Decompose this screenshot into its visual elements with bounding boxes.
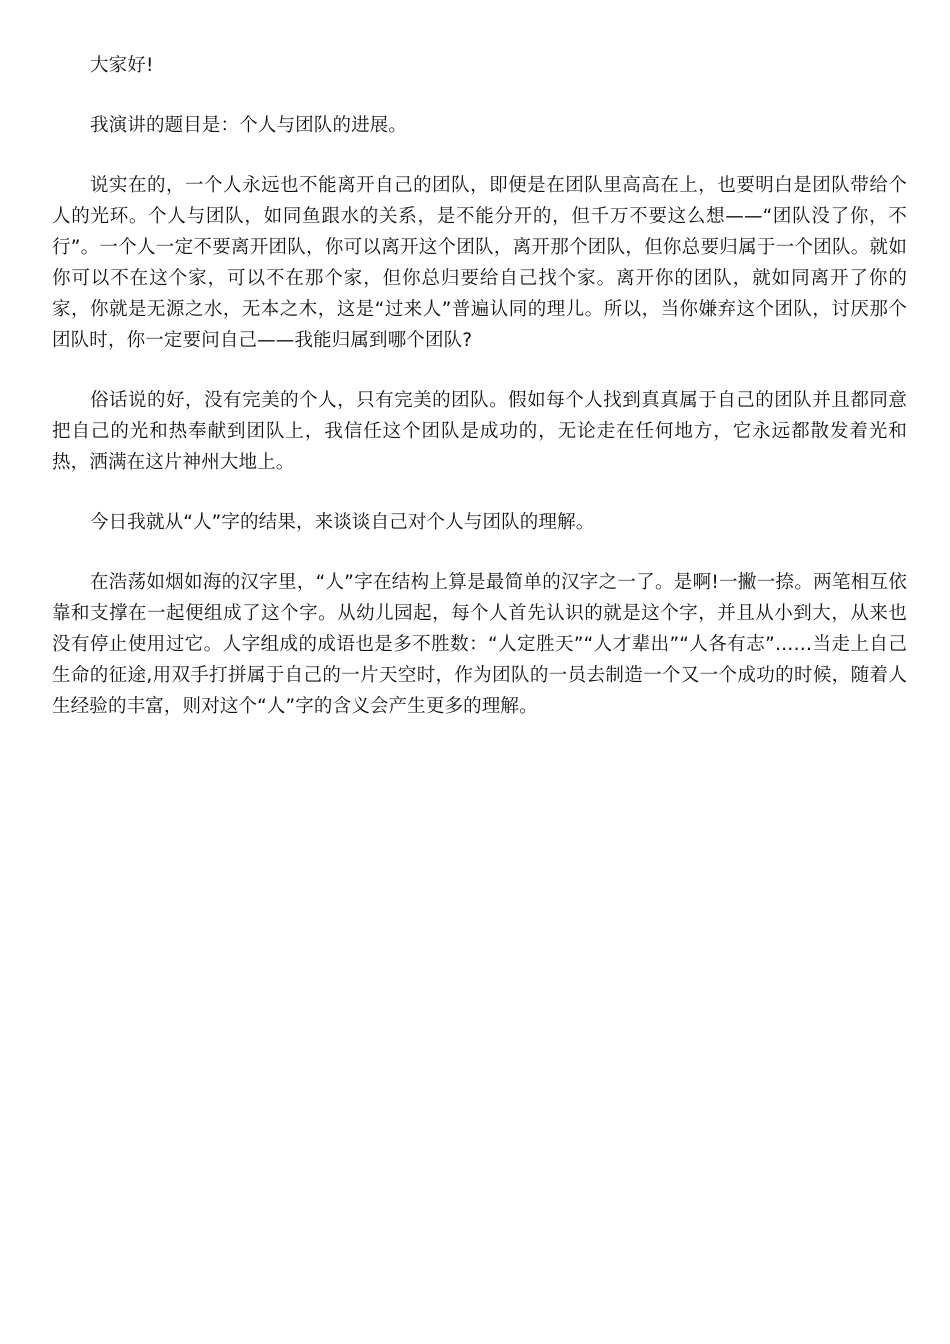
topic-paragraph: 我演讲的题目是：个人与团队的进展。 xyxy=(90,115,408,136)
document-body xyxy=(52,50,907,751)
body-paragraph-3: 今日我就从“人”字的结果，来谈谈自己对个人与团队的理解。 xyxy=(90,512,595,533)
body-paragraph-1: 说实在的，一个人永远也不能离开自己的团队，即便是在团队里高高在上，也要明白是团队带给个人的光环。个人与团队，如同鱼跟水的关系，是不能分开的，但千万不要这么想——“团队没了你，不行”。一个人一定不要离开团队，你可以离开这个团队，离开那个团队，但你总要归属于一个团队。就如你可以不在这个家，可以不在那个家，但你总归要给自己找个家。离开你的团队，就如同离开了你的家，你就是无源之水，无本之木，这是“过来人”普遍认同的理儿。所以，当你嫌弃这个团队，讨厌那个团队时，你一定要问自己——我能归属到哪个团队? xyxy=(52,175,907,351)
greeting-paragraph: 大家好! xyxy=(90,55,154,76)
body-paragraph-4: 在浩荡如烟如海的汉字里，“人”字在结构上算是最简单的汉字之一了。是啊!一撇一捺。两笔相互依靠和支撑在一起便组成了这个字。从幼儿园起，每个人首先认识的就是这个字，并且从小到大，从来也没有停止使用过它。人字组成的成语也是多不胜数：“人定胜天”“人才辈出”“人各有志”……当走上自己生命的征途,用双手打拼属于自己的一片天空时，作为团队的一员去制造一个又一个成功的时候，随着人生经验的丰富，则对这个“人”字的含义会产生更多的理解。 xyxy=(52,572,907,717)
body-paragraph-2: 俗话说的好，没有完美的个人，只有完美的团队。假如每个人找到真真属于自己的团队并且都同意把自己的光和热奉献到团队上，我信任这个团队是成功的，无论走在任何地方，它永远都散发着光和热，洒满在这片神州大地上。 xyxy=(52,390,907,473)
